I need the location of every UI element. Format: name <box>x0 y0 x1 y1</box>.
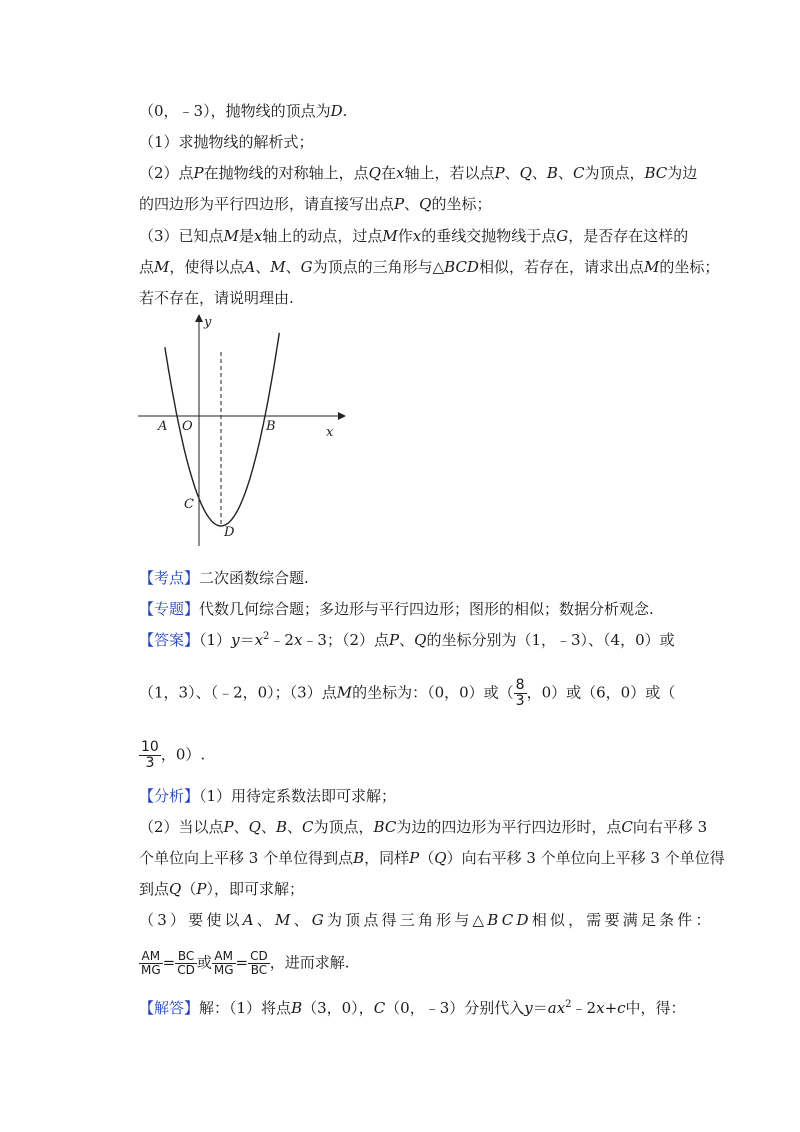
fraction-10-3: $\frac{10}{3}$ <box>141 739 159 771</box>
analysis-line-6: $\frac{AM}{MG}$ = $\frac{BC}{CD}$ 或 $\frac{AM}{MG}$ = $\frac{CD}{BC}$ ，进而求解. <box>141 949 350 977</box>
analysis-tag: 【分析】 <box>139 787 200 805</box>
y-label: y <box>204 315 212 330</box>
analysis-line-4: 到点Q（P），即可求解； <box>139 880 304 898</box>
label-D: D <box>224 525 235 540</box>
label-A: A <box>158 419 168 434</box>
analysis-line-1: 【分析】（1）用待定系数法即可求解； <box>139 787 397 805</box>
kaodian: 【考点】二次函数综合题. <box>139 569 309 587</box>
answer-line-2: （1，3）、（﹣2，0）；（3）点M的坐标为：（0，0）或（ $\frac{8}{3}$ ，0）或（6，0）或（ <box>139 677 676 709</box>
solution-tag: 【解答】 <box>139 999 200 1017</box>
analysis-line-3: 个单位向上平移 3 个单位得到点B，同样P（Q）向右平移 3 个单位向上平移 3 个单位得 <box>139 849 725 867</box>
analysis-line-5: （3）要使以A、M、G为顶点得三角形与△BCD相似，需要满足条件： <box>139 911 714 929</box>
question-3-line-2: 点M，使得以点A、M、G为顶点的三角形与△BCD相似，若存在，请求出点M的坐标； <box>139 258 720 276</box>
ratio-bc-cd: $\frac{BC}{CD}$ <box>177 949 195 977</box>
question-3-line-3: 若不存在，请说明理由. <box>139 289 294 307</box>
x-label: x <box>326 425 334 440</box>
fraction-8-3: $\frac{8}{3}$ <box>515 677 525 709</box>
problem-line-0: （0，﹣3），抛物线的顶点为D. <box>139 102 348 120</box>
question-1: （1）求抛物线的解析式； <box>139 133 314 151</box>
answer-tag: 【答案】 <box>139 631 200 649</box>
solution-line-1: 【解答】解：（1）将点B（3，0），C（0，﹣3）分别代入$y=ax^2﹣2x+c$中，得： <box>139 999 686 1017</box>
question-3-line-1: （3）已知点M是x轴上的动点，过点M作x的垂线交抛物线于点G，是否存在这样的 <box>139 227 689 245</box>
ratio-am-mg: $\frac{AM}{MG}$ <box>141 949 161 977</box>
answer-line-1: 【答案】$(1)y=x^2﹣2x﹣3$；（2）点P、Q的坐标分别为（1，﹣3）、（4，0）或 <box>139 631 675 649</box>
parabola-figure <box>138 312 353 552</box>
label-C: C <box>184 497 194 512</box>
label-B: B <box>266 419 276 434</box>
y-axis-arrow <box>195 314 203 322</box>
label-O: O <box>182 419 193 434</box>
x-axis-arrow <box>338 412 346 420</box>
zhuanti: 【专题】代数几何综合题；多边形与平行四边形；图形的相似；数据分析观念. <box>139 600 654 618</box>
ratio-am-mg-2: $\frac{AM}{MG}$ <box>213 949 234 977</box>
analysis-line-2: （2）当以点P、Q、B、C为顶点，BC为边的四边形为平行四边形时，点C向右平移 3 <box>139 818 708 836</box>
ratio-cd-bc: $\frac{CD}{BC}$ <box>250 949 268 977</box>
answer-line-3: $\frac{10}{3}$ ，0）. <box>141 739 206 771</box>
question-2-line-1: （2）点P在抛物线的对称轴上，点Q在x轴上，若以点P、Q、B、C为顶点，BC为边 <box>139 164 698 182</box>
kaodian-tag: 【考点】 <box>139 569 200 587</box>
question-2-line-2: 的四边形为平行四边形，请直接写出点P、Q的坐标； <box>139 195 492 213</box>
zhuanti-tag: 【专题】 <box>139 600 200 618</box>
